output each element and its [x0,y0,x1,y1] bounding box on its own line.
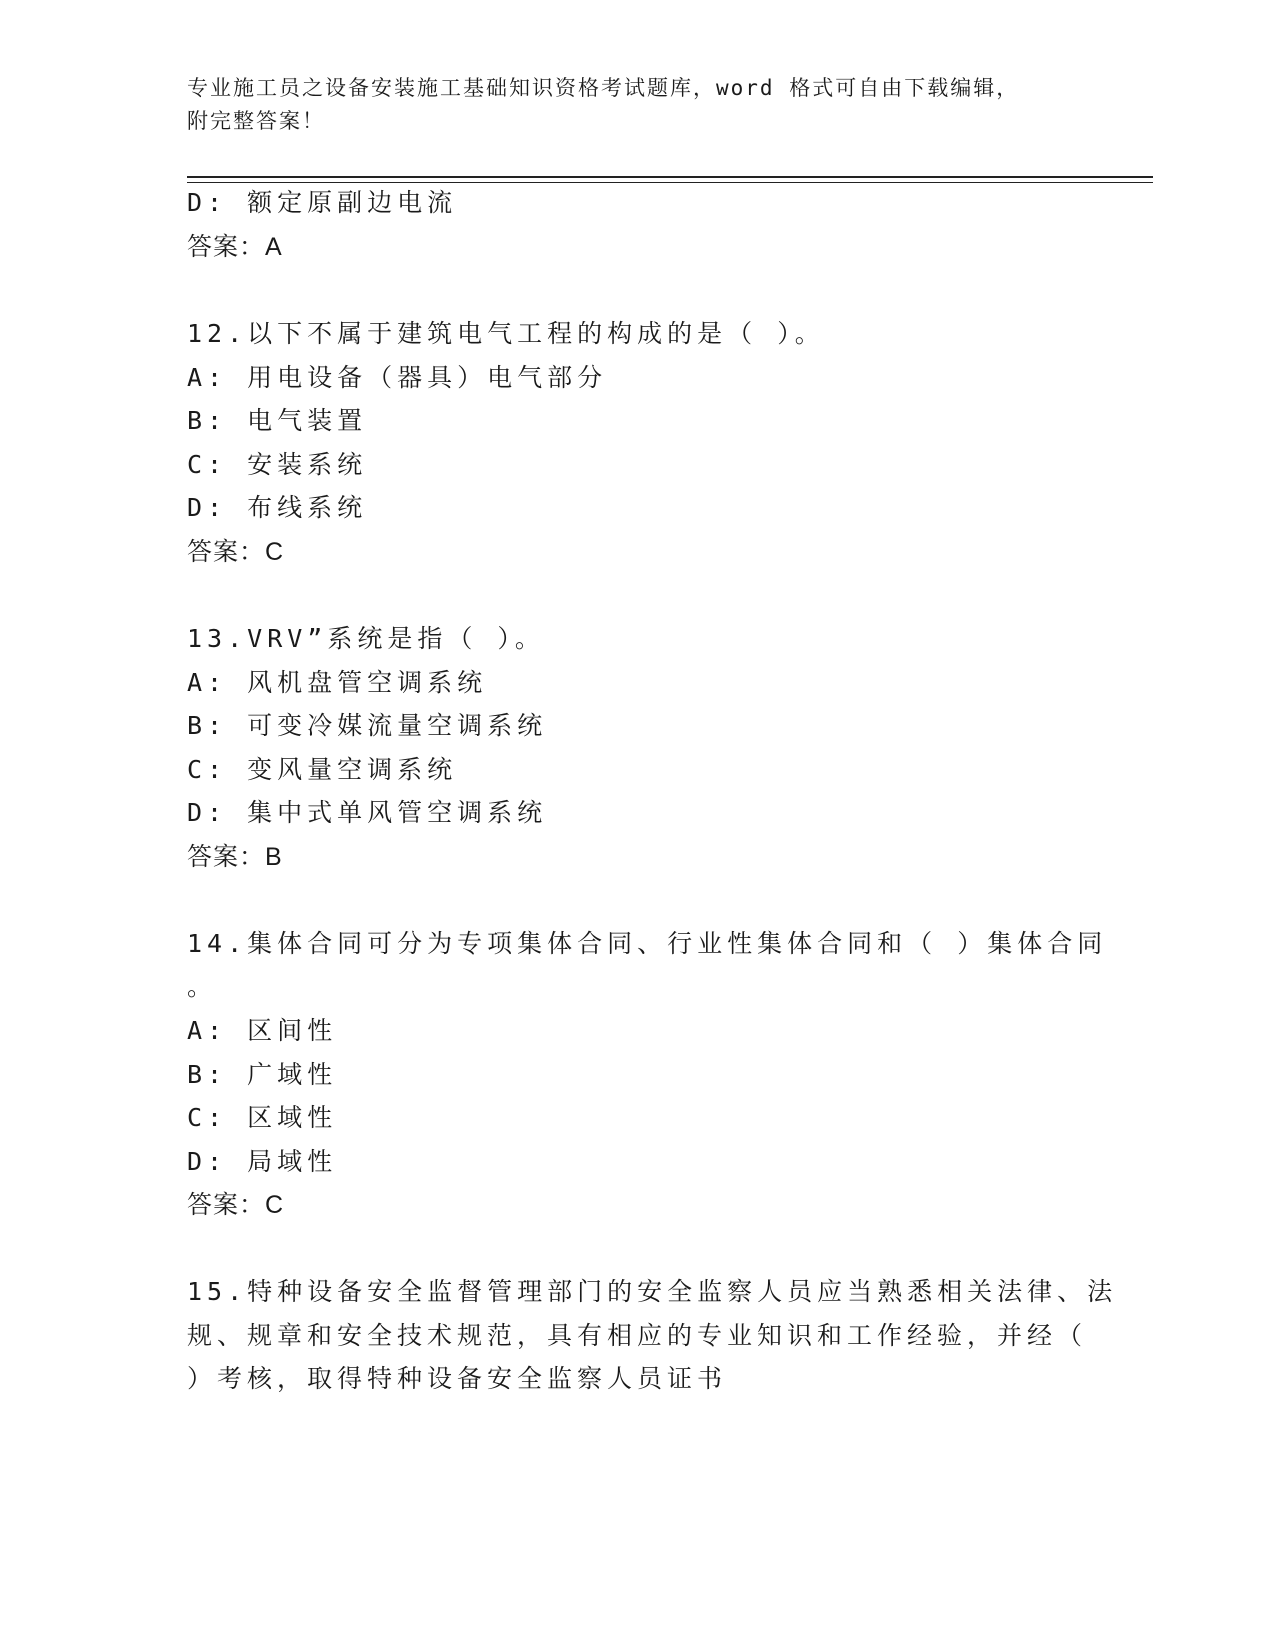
q14-option-d: D: 局域性 [187,1147,338,1176]
q12-question: 12.以下不属于建筑电气工程的构成的是（ ）。 [187,319,825,348]
q13-question: 13.VRV”系统是指（ ）。 [187,624,545,653]
q13-option-d: D: 集中式单风管空调系统 [187,798,548,827]
q13-option-b: B: 可变冷媒流量空调系统 [187,711,548,740]
document-header [187,72,1087,138]
q14-option-c: C: 区域性 [187,1103,338,1132]
prev-answer: 答案：A [187,233,283,261]
q13-option-a: A: 风机盘管空调系统 [187,668,488,697]
header-line-1: 专业施工员之设备安装施工基础知识资格考试题库，word 格式可自由下载编辑， [187,76,1020,100]
header-divider-thin [187,182,1153,183]
q12-option-c: C: 安装系统 [187,450,368,479]
q15-question-line-2: 规、规章和安全技术规范，具有相应的专业知识和工作经验，并经（ [187,1321,1088,1350]
header-divider-thick [187,176,1153,178]
q13-answer: 答案：B [187,843,283,871]
prev-option-d: D: 额定原副边电流 [187,188,458,217]
q15-question-line-1: 15.特种设备安全监督管理部门的安全监察人员应当熟悉相关法律、法 [187,1277,1118,1306]
q14-option-a: A: 区间性 [187,1016,338,1045]
q15-question-line-3: ）考核，取得特种设备安全监察人员证书 [187,1364,728,1393]
q12-option-a: A: 用电设备（器具）电气部分 [187,363,608,392]
q12-answer: 答案：C [187,538,285,566]
q14-option-b: B: 广域性 [187,1060,338,1089]
q12-option-d: D: 布线系统 [187,493,368,522]
header-line-2: 附完整答案！ [187,109,325,133]
q14-answer: 答案：C [187,1191,285,1219]
q14-question-line-1: 14.集体合同可分为专项集体合同、行业性集体合同和（ ）集体合同 [187,929,1108,958]
q12-option-b: B: 电气装置 [187,406,368,435]
q13-option-c: C: 变风量空调系统 [187,755,458,784]
q14-question-line-2: 。 [187,972,218,1001]
